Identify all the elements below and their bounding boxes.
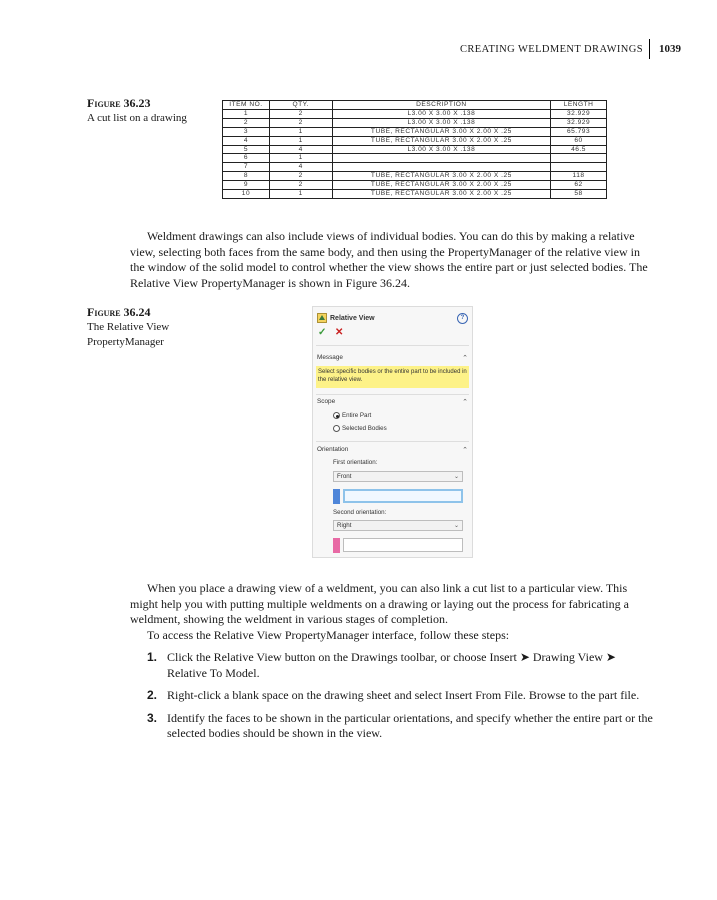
step-number: 1. [147,650,158,664]
select-value: Right [337,522,352,529]
table-cell: 1 [269,154,332,163]
table-cell [332,163,551,172]
divider [316,345,469,346]
table-cell: 2 [269,181,332,190]
table-cell [551,154,607,163]
first-orientation-select[interactable] [333,471,463,482]
column-header: ITEM NO. [223,101,270,110]
table-cell: 46.5 [551,145,607,154]
list-item [147,688,657,704]
first-orientation-label: First orientation: [333,459,378,466]
table-cell: TUBE, RECTANGULAR 3.00 X 2.00 X .25 [332,136,551,145]
message-section-header[interactable] [317,354,468,362]
table-cell: TUBE, RECTANGULAR 3.00 X 2.00 X .25 [332,181,551,190]
table-row [223,172,607,181]
header-divider [649,39,650,59]
second-orientation-select[interactable] [333,520,463,531]
chevron-up-icon[interactable]: ⌃ [462,355,468,362]
table-row [223,136,607,145]
table-row [223,145,607,154]
section-title: Scope [317,398,336,405]
table-cell: 9 [223,181,270,190]
table-cell: 4 [269,145,332,154]
cancel-button[interactable]: ✕ [335,327,344,338]
chevron-up-icon[interactable]: ⌃ [462,399,468,406]
section-title: Orientation [317,446,349,453]
table-cell: 4 [269,163,332,172]
table-cell: 1 [223,109,270,118]
running-title: CREATING WELDMENT DRAWINGS [460,43,643,55]
table-cell: 4 [223,136,270,145]
table-cell: 1 [269,190,332,199]
divider [316,441,469,442]
second-face-selection-box[interactable] [343,538,463,552]
table-cell [551,163,607,172]
pm-header [317,312,468,324]
radio-label: Entire Part [342,412,372,419]
table-cell: 2 [269,118,332,127]
divider [316,394,469,395]
table-row [223,181,607,190]
table-cell: 2 [269,172,332,181]
table-cell: 60 [551,136,607,145]
table-cell: 118 [551,172,607,181]
table-cell: 32.929 [551,118,607,127]
running-head [460,41,681,57]
pm-title: Relative View [330,314,375,322]
paragraph-text: Weldment drawings can also include views of individual bodies. You can do this by making a relative view, selecting both faces from the same body, and then using the PropertyManager of the relative view in the window of the solid model to control whether the view shows the entire part or just selected bodies. The Relative View PropertyManager is shown in Figure 36.24. [130,229,648,290]
table-cell: 6 [223,154,270,163]
relative-view-propertymanager [312,306,473,558]
column-header: LENGTH [551,101,607,110]
body-paragraph-1 [130,229,650,291]
table-row [223,154,607,163]
second-face-color-swatch [333,538,340,553]
step-text: Right-click a blank space on the drawing sheet and select Insert From File. Browse to the part file. [167,688,640,702]
table-row [223,127,607,136]
figure-caption-line: PropertyManager [87,336,164,348]
table-cell: 3 [223,127,270,136]
table-row [223,118,607,127]
step-number: 3. [147,710,158,725]
table-cell: 8 [223,172,270,181]
first-face-selection-box[interactable] [343,489,463,503]
column-header: DESCRIPTION [332,101,551,110]
table-cell: 1 [269,127,332,136]
step-text: Click the Relative View button on the Drawings toolbar, or choose Insert ➤ Drawing View ➤ Relative To Model. [167,650,616,680]
paragraph-text: To access the Relative View PropertyManager interface, follow these steps: [147,627,510,642]
figure-caption-line: The Relative View [87,321,170,333]
radio-label: Selected Bodies [342,425,387,432]
table-cell: L3.00 X 3.00 X .138 [332,145,551,154]
table-cell: L3.00 X 3.00 X .138 [332,109,551,118]
figure-36-24-caption [87,305,169,350]
help-icon[interactable]: ? [457,313,468,324]
table-cell: TUBE, RECTANGULAR 3.00 X 2.00 X .25 [332,127,551,136]
radio-unselected-icon[interactable] [333,425,340,432]
second-orientation-label: Second orientation: [333,509,387,516]
radio-selected-icon[interactable] [333,412,340,419]
section-title: Message [317,354,343,361]
radio-entire-part[interactable] [333,412,371,419]
table-row [223,190,607,199]
table-cell: TUBE, RECTANGULAR 3.00 X 2.00 X .25 [332,172,551,181]
chevron-up-icon[interactable]: ⌃ [462,447,468,454]
table-row [223,109,607,118]
figure-36-23-caption [87,96,187,126]
relative-view-icon [317,313,327,323]
list-item [147,650,657,681]
cut-list-table [222,100,607,199]
chevron-down-icon[interactable]: ⌄ [453,474,459,480]
ok-button[interactable]: ✓ [318,327,327,338]
message-box: Select specific bodies or the entire part to be included in the relative view. [316,366,469,388]
page-number: 1039 [659,43,681,55]
paragraph-text: When you place a drawing view of a weldment, you can also link a cut list to a particular view. This might help you with putting multiple weldments on a drawing or laying out the process for fabricating a weldment, showing the weldment in various stages of completion. [130,581,629,626]
table-cell: 2 [269,109,332,118]
orientation-section-header[interactable] [317,446,468,454]
table-cell: TUBE, RECTANGULAR 3.00 X 2.00 X .25 [332,190,551,199]
table-cell: 2 [223,118,270,127]
radio-selected-bodies[interactable] [333,425,387,432]
table-header-row [223,101,607,110]
step-number: 2. [147,688,158,702]
steps-list [147,650,657,749]
table-cell: 5 [223,145,270,154]
table-cell: 1 [269,136,332,145]
table-cell: 65.793 [551,127,607,136]
figure-caption-text: A cut list on a drawing [87,112,187,124]
figure-label: Figure 36.24 [87,305,151,319]
table-cell: 10 [223,190,270,199]
step-text: Identify the faces to be shown in the particular orientations, and specify whether the entire part or the selected bodies should be shown in the view. [167,710,653,740]
table-cell [332,154,551,163]
select-value: Front [337,473,352,480]
column-header: QTY. [269,101,332,110]
figure-label: Figure 36.23 [87,96,151,110]
body-paragraph-2 [130,581,650,643]
first-face-color-swatch [333,489,340,504]
table-cell: L3.00 X 3.00 X .138 [332,118,551,127]
scope-section-header[interactable] [317,398,468,406]
table-cell: 58 [551,190,607,199]
table-cell: 32.929 [551,109,607,118]
table-cell: 7 [223,163,270,172]
table-row [223,163,607,172]
chevron-down-icon[interactable]: ⌄ [453,523,459,529]
table-cell: 62 [551,181,607,190]
list-item [147,711,657,742]
